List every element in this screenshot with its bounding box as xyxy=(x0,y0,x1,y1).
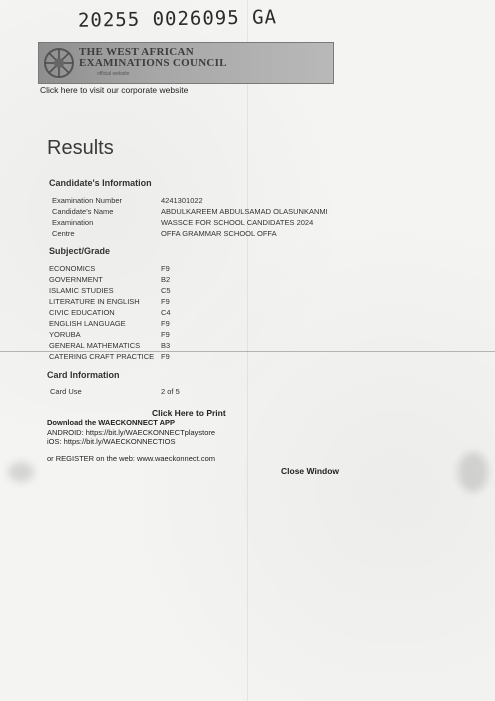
subject-grade-heading: Subject/Grade xyxy=(49,246,111,256)
handwritten-reference: 20255 0026095 GA xyxy=(77,6,278,32)
fold-line-vertical xyxy=(247,0,248,701)
app-download-title: Download the WAECKONNECT APP xyxy=(47,418,176,427)
card-use-value: 2 of 5 xyxy=(161,387,180,396)
centre-label: Centre xyxy=(52,229,75,238)
android-link[interactable]: ANDROID: https://bit.ly/WAECKONNECTplaystore xyxy=(47,428,216,437)
subject-name: LITERATURE IN ENGLISH xyxy=(49,297,140,306)
subject-grade: F9 xyxy=(161,352,170,361)
page-title: Results xyxy=(47,137,114,159)
exam-number-value: 4241301022 xyxy=(161,196,203,205)
candidate-name-label: Candidate's Name xyxy=(52,207,114,216)
register-web-link[interactable]: or REGISTER on the web: www.waeckonnect.com xyxy=(47,454,215,463)
close-window-button[interactable]: Close Window xyxy=(281,466,340,476)
subject-grade: C4 xyxy=(161,308,171,317)
corporate-website-link[interactable]: Click here to visit our corporate website xyxy=(40,85,189,95)
subject-grade: F9 xyxy=(161,297,170,306)
subject-name: GOVERNMENT xyxy=(49,275,103,284)
subject-grade: F9 xyxy=(161,319,170,328)
examination-label: Examination xyxy=(52,218,94,227)
subject-grade: B3 xyxy=(161,341,171,350)
waec-logo-text: THE WEST AFRICAN EXAMINATIONS COUNCIL xyxy=(79,46,227,69)
logo-subtitle: official website xyxy=(97,71,130,77)
scan-smudge xyxy=(458,452,488,492)
ios-link[interactable]: iOS: https://bit.ly/WAECKONNECTIOS xyxy=(47,437,176,446)
subject-name: GENERAL MATHEMATICS xyxy=(49,341,141,350)
waec-emblem-icon xyxy=(41,45,77,81)
examination-value: WASSCE FOR SCHOOL CANDIDATES 2024 xyxy=(161,218,314,227)
card-info-heading: Card Information xyxy=(47,370,120,380)
subject-name: ISLAMIC STUDIES xyxy=(49,286,114,295)
card-use-label: Card Use xyxy=(50,387,82,396)
subject-grade: F9 xyxy=(161,330,170,339)
candidate-name-value: ABDULKAREEM ABDULSAMAD OLASUNKANMI xyxy=(161,207,328,216)
waec-header-banner xyxy=(38,42,334,84)
subject-name: CIVIC EDUCATION xyxy=(49,308,115,317)
subject-grade: C5 xyxy=(161,286,171,295)
exam-number-label: Examination Number xyxy=(52,196,123,205)
subject-grade: B2 xyxy=(161,275,171,284)
centre-value: OFFA GRAMMAR SCHOOL OFFA xyxy=(161,229,277,238)
scan-smudge xyxy=(8,462,34,482)
candidate-info-heading: Candidate's Information xyxy=(49,178,152,188)
subject-name: ENGLISH LANGUAGE xyxy=(49,319,126,328)
print-button[interactable]: Click Here to Print xyxy=(152,408,226,418)
subject-name: CATERING CRAFT PRACTICE xyxy=(49,352,155,361)
subject-grade: F9 xyxy=(161,264,170,273)
subject-name: YORUBA xyxy=(49,330,81,339)
subject-name: ECONOMICS xyxy=(49,264,96,273)
